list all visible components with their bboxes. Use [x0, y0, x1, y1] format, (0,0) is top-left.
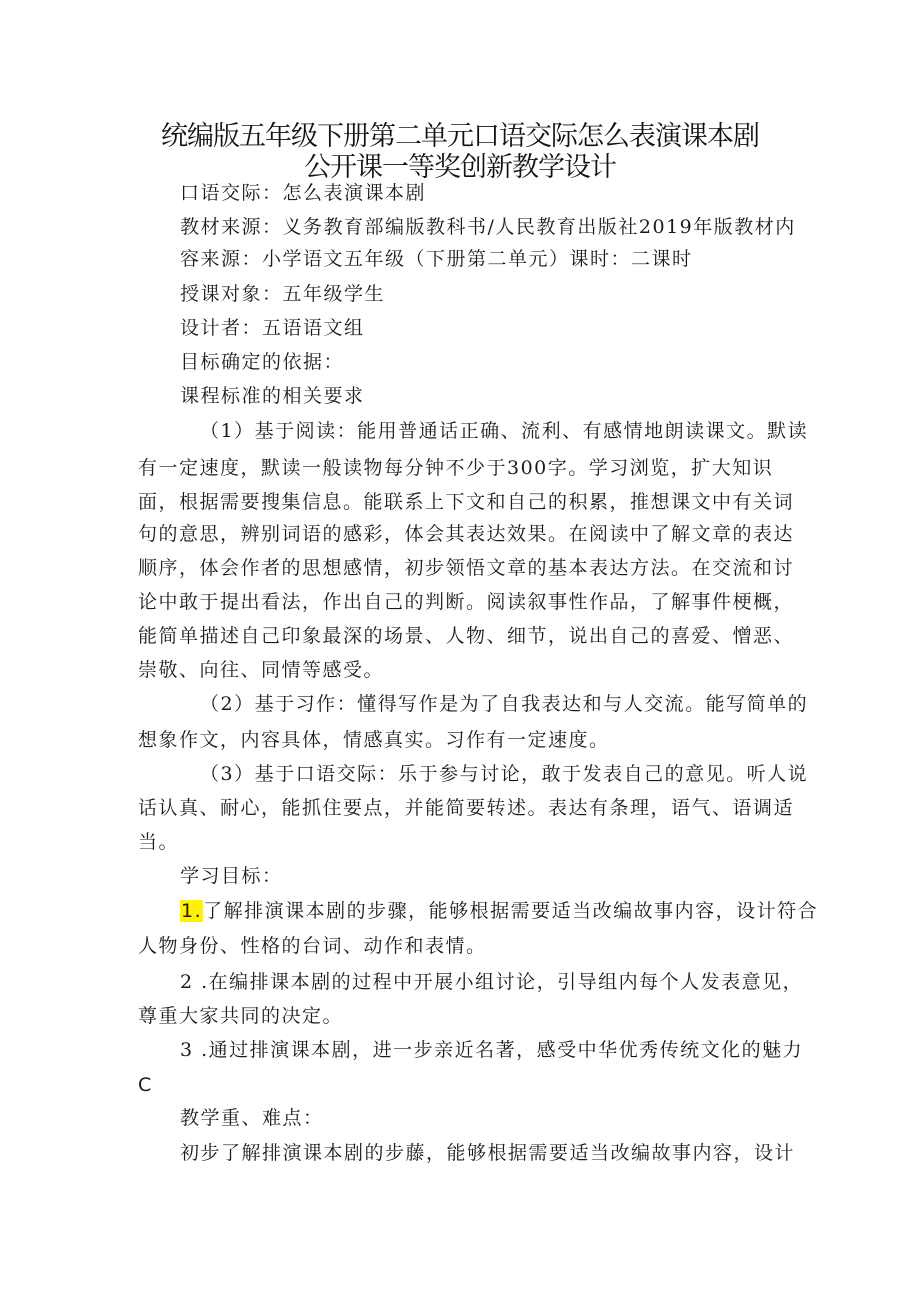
goal-3-line-1: 3 .通过排演课本剧，进一步亲近名著，感受中华优秀传统文化的魅力: [180, 1039, 804, 1061]
goal-basis-heading: 目标确定的依据：: [180, 351, 345, 373]
goal-1-text: 了解排演课本剧的步骤，能够根据需要适当改编故事内容，设计符合: [203, 900, 819, 922]
reading-req-line-5: 顺序，体会作者的思想感情，初步领悟文章的基本表达方法。在交流和讨: [138, 557, 795, 579]
reading-req-line-3: 面，根据需要搜集信息。能联系上下文和自己的积累，推想课文中有关词: [138, 491, 795, 513]
reading-req-line-7: 能简单描述自己印象最深的场景、人物、细节，说出自己的喜爱、憎恶、: [138, 625, 795, 647]
designer: 设计者：五语语文组: [180, 317, 365, 339]
learning-goals-heading: 学习目标：: [180, 865, 283, 887]
oral-req-line-3: 当。: [138, 831, 180, 853]
reading-req-line-6: 论中敢于提出看法，作出自己的判断。阅读叙事性作品，了解事件梗概，: [138, 591, 795, 613]
reading-req-line-2: 有一定速度，默读一般读物每分钟不少于300字。学习浏览，扩大知识: [138, 457, 774, 479]
reading-req-line-1: （1）基于阅读：能用普通话正确、流利、有感情地朗读课文。默读: [200, 420, 809, 442]
key-points-line-1: 初步了解排演课本剧的步藤，能够根据需要适当改编故事内容，设计: [180, 1142, 796, 1164]
audience: 授课对象：五年级学生: [180, 283, 386, 305]
goal-2-line-2: 尊重大家共同的决定。: [138, 1005, 344, 1027]
material-source-line-2: 容来源：小学语文五年级（下册第二单元）课时：二课时: [180, 248, 693, 270]
highlighted-list-marker: 1.: [181, 900, 203, 922]
document-title-line-1: 统编版五年级下册第二单元口语交际怎么表演课本剧: [161, 121, 759, 152]
key-points-heading: 教学重、难点：: [180, 1107, 324, 1129]
material-source-line-1: 教材来源：义务教育部编版教科书/人民教育出版社2019年版教材内: [180, 216, 796, 238]
writing-req-line-2: 想象作文，内容具体，情感真实。习作有一定速度。: [138, 729, 610, 751]
goal-1-line-1: [180, 899, 818, 923]
oral-req-line-2: 话认真、耐心，能抓住要点，并能简要转述。表达有条理，语气、语调适: [138, 797, 795, 819]
goal-1-line-2: 人物身份、性格的台词、动作和表情。: [138, 935, 487, 957]
goal-3-line-2: C: [138, 1074, 153, 1096]
document-title-line-2: 公开课一等奖创新教学设计: [304, 152, 616, 183]
lesson-topic: 口语交际：怎么表演课本剧: [180, 182, 427, 204]
curriculum-heading: 课程标准的相关要求: [180, 385, 365, 407]
reading-req-line-4: 句的意思，辨别词语的感彩，体会其表达效果。在阅读中了解文章的表达: [138, 523, 795, 545]
oral-req-line-1: （3）基于口语交际：乐于参与讨论，敢于发表自己的意见。听人说: [200, 763, 809, 785]
reading-req-line-8: 崇敬、向往、同情等感受。: [138, 659, 385, 681]
writing-req-line-1: （2）基于习作：懂得写作是为了自我表达和与人交流。能写简单的: [200, 693, 809, 715]
goal-2-line-1: 2 .在编排课本剧的过程中开展小组讨论，引导组内每个人发表意见，: [180, 971, 804, 993]
